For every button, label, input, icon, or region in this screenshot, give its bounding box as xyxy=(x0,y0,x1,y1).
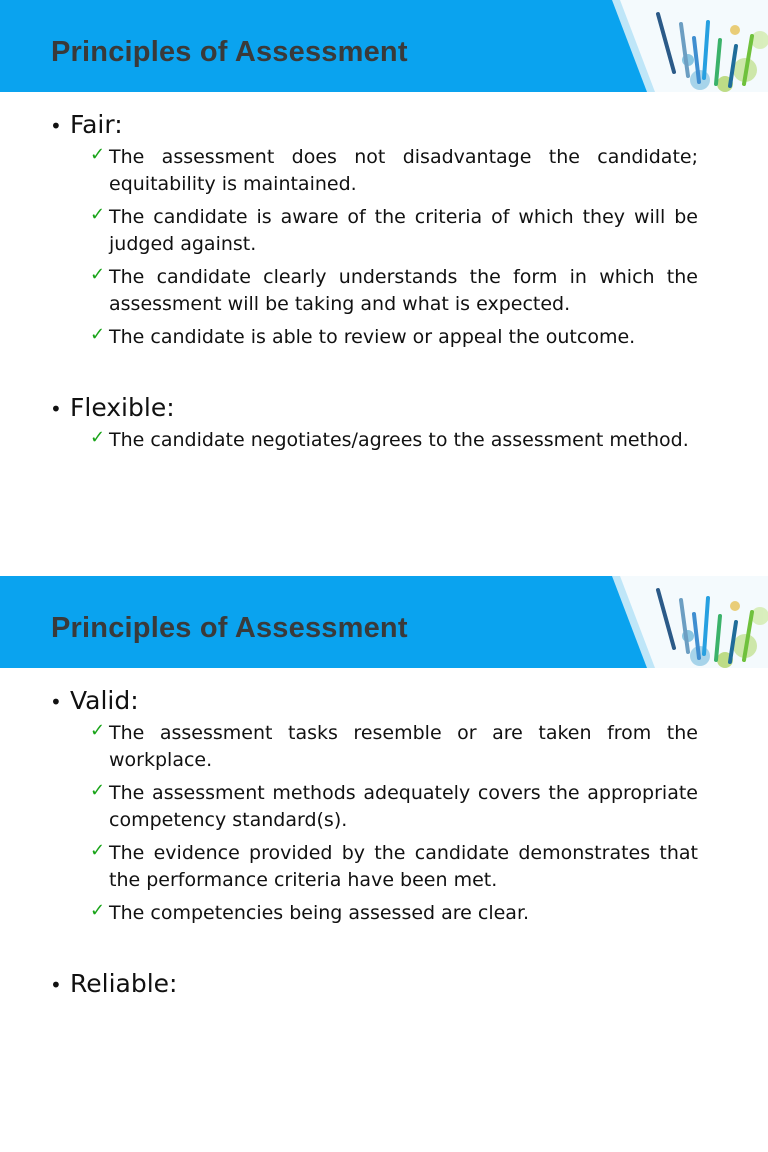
checkmark-icon: ✓ xyxy=(90,720,106,741)
heading-label: Valid: xyxy=(70,686,139,715)
section-fair xyxy=(50,110,698,351)
checkmark-icon: ✓ xyxy=(90,780,106,801)
checkmark-icon: ✓ xyxy=(90,324,106,345)
checklist xyxy=(50,427,698,454)
list-item: ✓ The assessment does not disadvantage the candidate; equitability is maintained. xyxy=(90,144,698,198)
bullet-dot-icon: • xyxy=(50,973,62,997)
list-item: ✓ The candidate is aware of the criteria of which they will be judged against. xyxy=(90,204,698,258)
checklist xyxy=(50,720,698,927)
list-item: ✓ The candidate negotiates/agrees to the assessment method. xyxy=(90,427,698,454)
checkmark-icon: ✓ xyxy=(90,427,106,448)
slide-content xyxy=(50,686,698,1042)
bullet-heading xyxy=(50,110,698,141)
bullet-dot-icon: • xyxy=(50,690,62,714)
section-reliable xyxy=(50,969,698,1000)
bullet-dot-icon: • xyxy=(50,114,62,138)
section-valid xyxy=(50,686,698,927)
heading-label: Flexible: xyxy=(70,393,175,422)
checkmark-icon: ✓ xyxy=(90,144,106,165)
list-item: ✓ The competencies being assessed are clear. xyxy=(90,900,698,927)
section-flexible xyxy=(50,393,698,454)
list-item: ✓ The candidate clearly understands the form in which the assessment will be taking and what is expected. xyxy=(90,264,698,318)
slide-title: Principles of Assessment xyxy=(51,36,408,68)
list-item: ✓ The candidate is able to review or appeal the outcome. xyxy=(90,324,698,351)
checklist xyxy=(50,144,698,351)
heading-label: Reliable: xyxy=(70,969,178,998)
bullet-heading xyxy=(50,969,698,1000)
slide-header-banner xyxy=(0,576,768,668)
slide-content xyxy=(50,110,698,496)
heading-label: Fair: xyxy=(70,110,123,139)
checkmark-icon: ✓ xyxy=(90,204,106,225)
slide-title: Principles of Assessment xyxy=(51,612,408,644)
bullet-heading xyxy=(50,393,698,424)
bullet-heading xyxy=(50,686,698,717)
list-item: ✓ The assessment methods adequately covers the appropriate competency standard(s). xyxy=(90,780,698,834)
slide-2 xyxy=(0,576,768,1152)
bullet-dot-icon: • xyxy=(50,397,62,421)
checkmark-icon: ✓ xyxy=(90,264,106,285)
list-item: ✓ The assessment tasks resemble or are taken from the workplace. xyxy=(90,720,698,774)
checkmark-icon: ✓ xyxy=(90,900,106,921)
slide-header-banner xyxy=(0,0,768,92)
checkmark-icon: ✓ xyxy=(90,840,106,861)
list-item: ✓ The evidence provided by the candidate demonstrates that the performance criteria have been met. xyxy=(90,840,698,894)
